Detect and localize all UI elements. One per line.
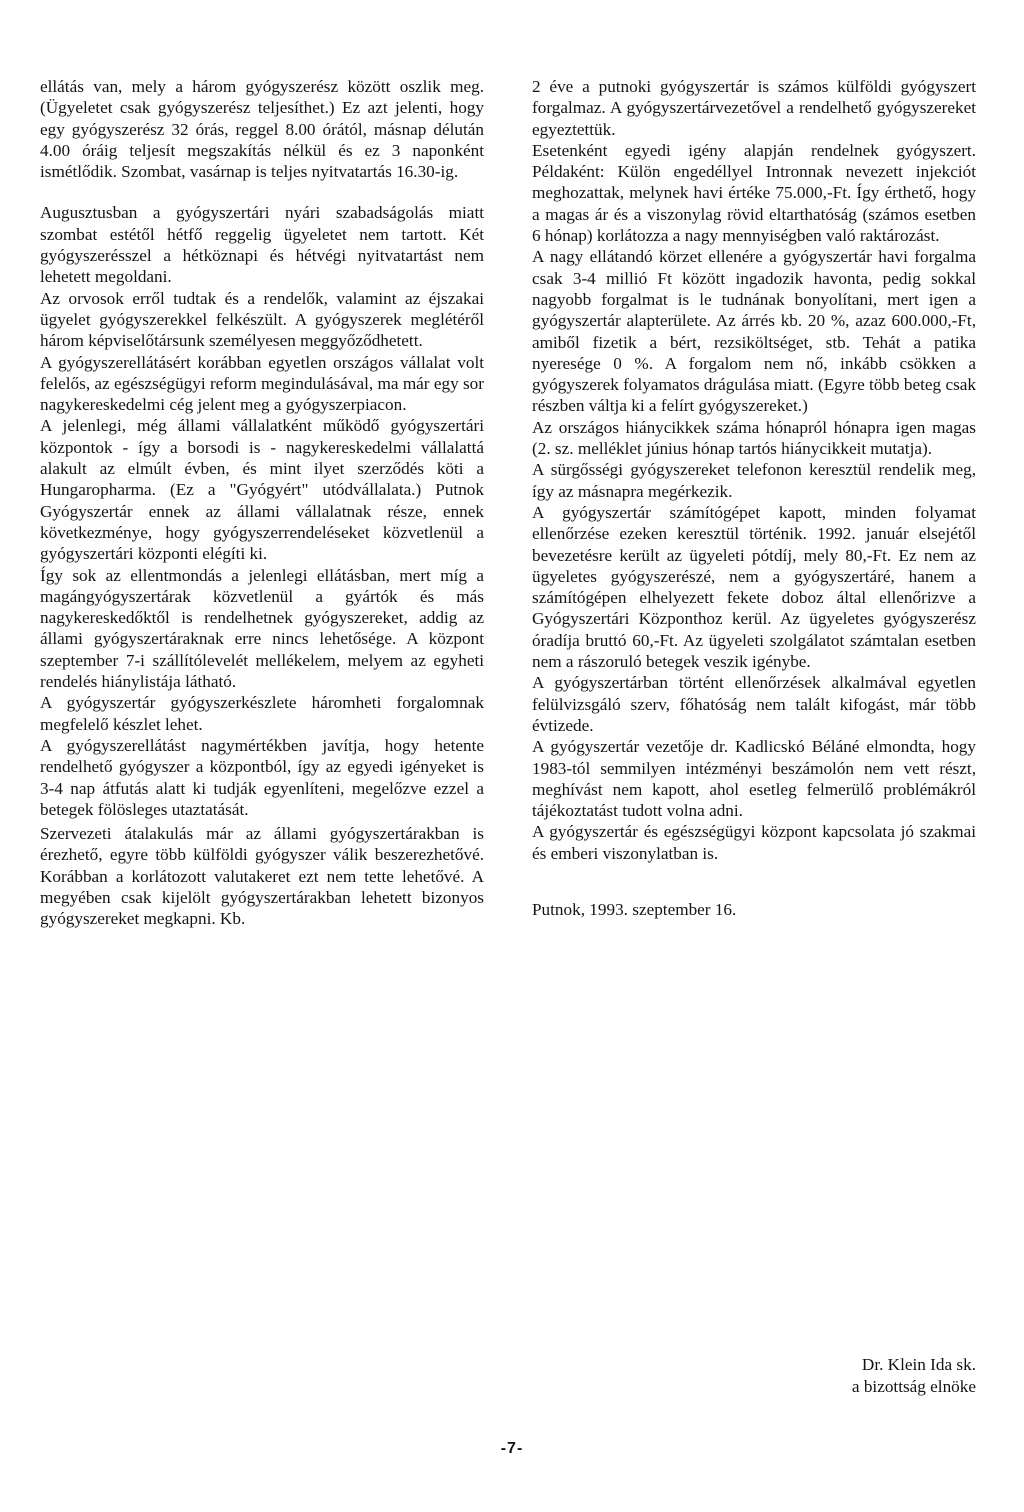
paragraph: A gyógyszerellátást nagymértékben javítja, hogy hetente rendelhető gyógyszer a központból, így az egyedi igényeket is 3-4 nap átfutás alatt ki tudják egyenlíteni, megelőzve ezzel a betegek fölösleges utaztatását. <box>40 735 484 819</box>
paragraph: A gyógyszertár számítógépet kapott, minden folyamat ellenőrzése ezeken keresztül történik. 1992. január elsejétől bevezetésre került az ügyeleti pótdíj, mely 80,-Ft. Ez nem az ügyeletes gyógyszerészé, nem a gyógyszertáré, hanem a számítógépen elhelyezett fekete doboz által ellenőrizve a Gyógyszertári Központhoz kerül. Az ügyeletes gyógyszerész óradíja bruttó 60,-Ft. Az ügyeleti szolgálatot számtalan esetben nem a rászoruló betegek veszik igénybe. <box>532 502 976 672</box>
place-date: Putnok, 1993. szeptember 16. <box>532 899 737 919</box>
paragraph: 2 éve a putnoki gyógyszertár is számos külföldi gyógyszert forgalmaz. A gyógyszertárvezetővel a rendelhető gyógyszereket egyeztettük. <box>532 77 976 139</box>
left-column <box>40 76 484 930</box>
paragraph: Az orvosok erről tudtak és a rendelők, valamint az éjszakai ügyelet gyógyszerekkel felkészült. A gyógyszerek meglétéről három képviselőtársunk személyesen meggyőződhetett. <box>40 288 484 351</box>
paragraph: Az országos hiánycikkek száma hónapról hónapra igen magas (2. sz. melléklet június hónap tartós hiánycikkeit mutatja). <box>532 417 976 459</box>
paragraph: A nagy ellátandó körzet ellenére a gyógyszertár havi forgalma csak 3-4 millió Ft között ingadozik havonta, pedig sokkal nagyobb forgalmat is le tudnának bonyolítani, mert igen a gyógyszertár alapterülete. Az árrés kb. 20 %, azaz 600.000,-Ft, amiből fizetik a bért, rezsiköltséget, stb. Tehát a patika nyeresége 0 %. A forgalom nem nő, inkább csökken a gyógyszerek folyamatos drágulása miatt. (Egyre több beteg csak részben váltja ki a felírt gyógyszereket.) <box>532 247 976 416</box>
signature-block <box>852 1354 976 1398</box>
paragraph: A gyógyszertár gyógyszerkészlete háromheti forgalomnak megfelelő készlet lehet. <box>40 693 484 734</box>
paragraph: A gyógyszertár vezetője dr. Kadlicskó Béláné elmondta, hogy 1983-tól semmilyen intézményi beszámolón nem vett részt, meghívást nem kapott, ahol esetleg felmerülő problémákról tájékoztatást tudott volna adni. <box>532 737 976 821</box>
paragraph: A jelenlegi, még állami vállalatként működő gyógyszertári központok - így a borsodi is - nagykereskedelmi vállalattá alakult az elmúlt évben, és mint ilyet szerződés köti a Hungaropharma. (Ez a "Gyógyért" utódvállalata.) Putnok Gyógyszertár ennek az állami vállalatnak része, ennek következménye, hogy gyógyszerrendeléseket közvetlenül a gyógyszertári központi elégíti ki. <box>40 416 484 564</box>
signature-name: Dr. Klein Ida sk. <box>861 1355 976 1374</box>
paragraph: ellátás van, mely a három gyógyszerész között oszlik meg. (Ügyeletet csak gyógyszerész teljesíthet.) Ez azt jelenti, hogy egy gyógyszerész 32 órás, reggel 8.00 órától, másnap délután 4.00 óráig teljesít megszakítás nélkül és ez 3 naponként ismétlődik. Szombat, vasárnap is teljes nyitvatartás 16.30-ig. <box>40 77 484 182</box>
paragraph: Szervezeti átalakulás már az állami gyógyszertárakban is érezhető, egyre több külföldi gyógyszer válik beszerezhetővé. Korábban a korlátozott valutakeret ezt nem tette lehetővé. A megyében csak kijelölt gyógyszertárakban lehetett bizonyos gyógyszereket megkapni. Kb. <box>40 824 484 929</box>
right-column <box>532 76 976 920</box>
signature-title: a bizottság elnöke <box>851 1377 976 1396</box>
paragraph: Augusztusban a gyógyszertári nyári szabadságolás miatt szombat estétől hétfő reggelig ügyeletet nem tartott. Két gyógyszerésszel a hétköznapi és hétvégi nyitvatartást nem lehetett megoldani. <box>40 203 484 287</box>
paragraph: A gyógyszerellátásért korábban egyetlen országos vállalat volt felelős, az egészségügyi reform megindulásával, ma már egy sor nagykereskedelmi cég jelent meg a gyógyszerpiacon. <box>40 352 484 415</box>
paragraph: Esetenként egyedi igény alapján rendelnek gyógyszert. Példaként: Külön engedéllyel Intronnak nevezett injekciót meghozattak, melynek havi értéke 75.000,-Ft. Így érthető, hogy a magas ár és a viszonylag rövid eltarthatóság (számos esetben 6 hónap) korlátozza a nagy mennyiségben való raktározást. <box>532 140 976 246</box>
paragraph: A gyógyszertár és egészségügyi központ kapcsolata jó szakmai és emberi viszonylatban is. <box>532 822 976 863</box>
page-number: -7- <box>500 1440 524 1457</box>
paragraph: Így sok az ellentmondás a jelenlegi ellátásban, mert míg a magángyógyszertárak közvetlenül a gyártók és más nagykereskedőktől is rendelhetnek gyógyszereket, addig az állami gyógyszertáraknak erre nincs lehetősége. A központ szeptember 7-i szállítólevelét mellékelem, melyem az egyheti rendelés hiánylistája látható. <box>40 565 484 692</box>
paragraph: A gyógyszertárban történt ellenőrzések alkalmával egyetlen felülvizsgáló szerv, főhatóság nem talált kifogást, már több évtizede. <box>532 673 976 735</box>
paragraph: A sürgősségi gyógyszereket telefonon keresztül rendelik meg, így az másnapra megérkezik. <box>532 460 976 501</box>
